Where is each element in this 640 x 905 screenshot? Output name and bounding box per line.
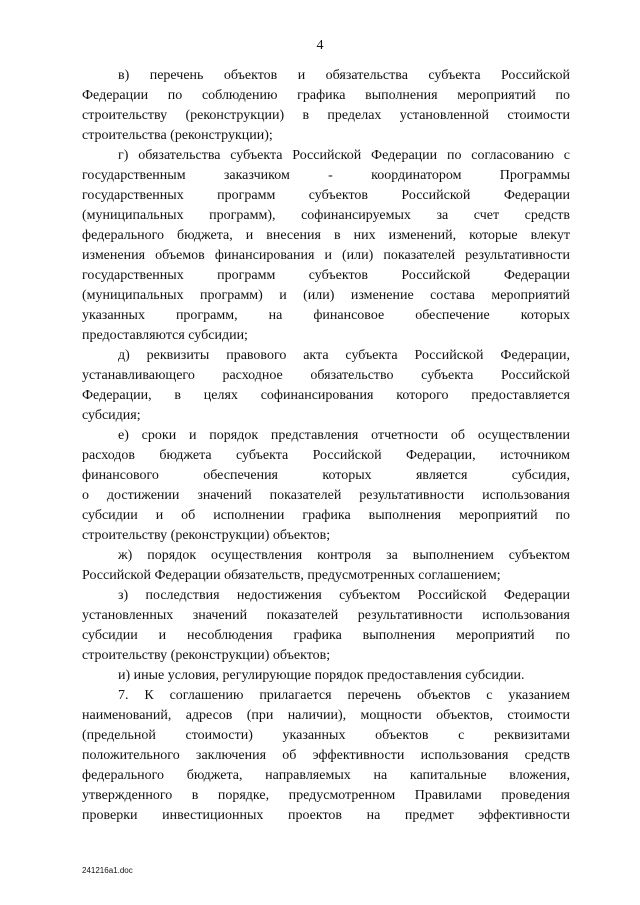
text-line: государственных программ субъектов Российской Федерации (82, 268, 570, 283)
paragraph (82, 146, 570, 346)
text-line: изменения объемов финансирования и (или) показателей результативности (82, 248, 570, 263)
text-line: Федерации, в целях софинансирования которого предоставляется (82, 388, 570, 403)
text-line: д) реквизиты правового акта субъекта Российской Федерации, (118, 348, 570, 363)
text-line: проверки инвестиционных проектов на предмет эффективности (82, 808, 570, 823)
text-line: строительству (реконструкции) объектов; (82, 528, 331, 543)
text-line: ж) порядок осуществления контроля за выполнением субъектом (118, 548, 570, 563)
text-line: субсидии и несоблюдения графика выполнения мероприятий по (82, 628, 570, 643)
paragraph (82, 686, 570, 826)
paragraph (82, 66, 570, 146)
text-line: положительного заключения об эффективности использования средств (82, 748, 570, 763)
text-line: утвержденного в порядке, предусмотренном Правилами проведения (82, 788, 570, 803)
paragraph (82, 426, 570, 546)
text-line: устанавливающего расходное обязательство субъекта Российской (82, 368, 570, 383)
text-line: и) иные условия, регулирующие порядок предоставления субсидии. (118, 668, 525, 683)
page-number: 4 (316, 38, 324, 53)
text-line: Федерации по соблюдению графика выполнения мероприятий по (82, 88, 570, 103)
text-line: 7. К соглашению прилагается перечень объектов с указанием (118, 688, 570, 703)
text-line: федерального бюджета, направляемых на капитальные вложения, (82, 768, 570, 783)
text-line: финансового обеспечения которых является субсидия, (82, 468, 570, 483)
text-line: о достижении значений показателей результативности использования (82, 488, 570, 503)
text-line: (предельной стоимости) указанных объектов с реквизитами (82, 728, 570, 743)
paragraph (82, 586, 570, 666)
text-line: строительству (реконструкции) в пределах установленной стоимости (82, 108, 570, 123)
text-line: (муниципальных программ), софинансируемых за счет средств (82, 208, 570, 223)
text-line: Российской Федерации обязательств, предусмотренных соглашением; (82, 568, 501, 583)
paragraph (82, 666, 570, 686)
text-line: г) обязательства субъекта Российской Федерации по согласованию с (118, 148, 570, 163)
text-line: расходов бюджета субъекта Российской Федерации, источником (82, 448, 570, 463)
text-line: установленных значений показателей результативности использования (82, 608, 570, 623)
document-body (82, 66, 570, 826)
text-line: государственных программ субъектов Российской Федерации (82, 188, 570, 203)
paragraph (82, 346, 570, 426)
text-line: государственным заказчиком - координатором Программы (82, 168, 570, 183)
text-line: з) последствия недостижения субъектом Российской Федерации (118, 588, 570, 603)
text-line: субсидии и об исполнении графика выполнения мероприятий по (82, 508, 570, 523)
text-line: в) перечень объектов и обязательства субъекта Российской (118, 68, 570, 83)
text-line: наименований, адресов (при наличии), мощности объектов, стоимости (82, 708, 570, 723)
text-line: указанных программ, на финансовое обеспечение которых (82, 308, 570, 323)
text-line: предоставляются субсидии; (82, 328, 248, 343)
footer-filename: 241216a1.doc (82, 866, 133, 875)
text-line: (муниципальных программ) и (или) изменение состава мероприятий (82, 288, 570, 303)
paragraph (82, 546, 570, 586)
text-line: строительству (реконструкции) объектов; (82, 648, 331, 663)
text-line: федерального бюджета, и внесения в них изменений, которые влекут (82, 228, 570, 243)
text-line: субсидия; (82, 408, 141, 423)
text-line: е) сроки и порядок представления отчетности об осуществлении (118, 428, 570, 443)
text-line: строительства (реконструкции); (82, 128, 273, 143)
